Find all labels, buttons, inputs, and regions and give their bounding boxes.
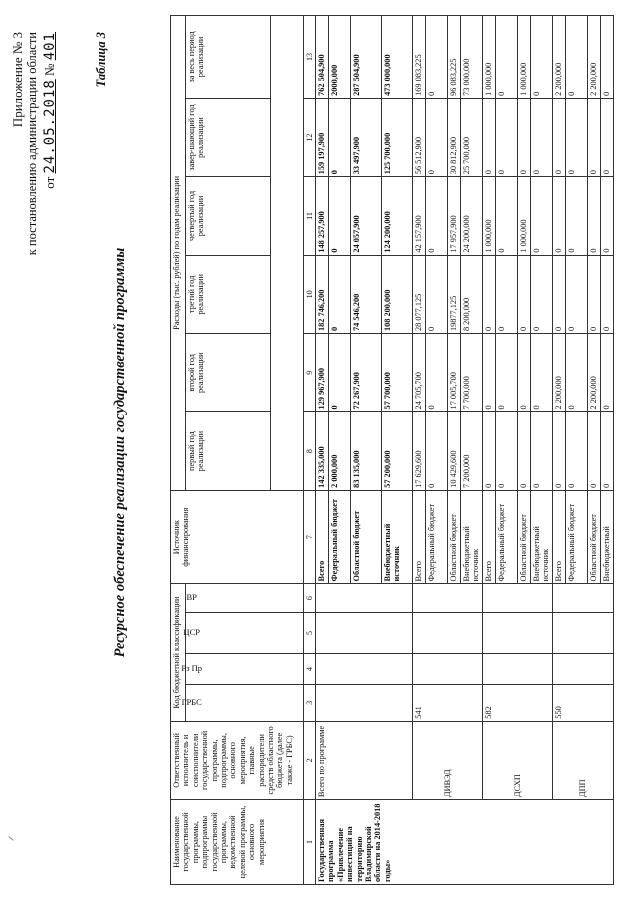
value-cell: 7 700,000 <box>461 334 483 412</box>
csr-cell <box>553 612 614 653</box>
value-cell: 0 <box>496 177 518 255</box>
rzpr-cell <box>553 654 614 684</box>
grbs-cell: 550 <box>553 684 614 721</box>
value-cell: 124 200,000 <box>382 177 413 255</box>
value-cell: 0 <box>531 334 553 412</box>
value-cell: 24 057,900 <box>351 177 382 255</box>
source-cell: Внебюджетный источник <box>382 490 413 584</box>
value-cell: 73 000,000 <box>461 16 483 99</box>
source-cell: Внебюджетный источник <box>531 490 553 584</box>
value-cell: 0 <box>518 255 531 333</box>
value-cell: 2 200,000 <box>588 16 601 99</box>
value-cell: 0 <box>426 412 448 490</box>
value-cell: 0 <box>483 98 496 176</box>
value-cell: 0 <box>496 16 518 99</box>
value-cell: 72 267,900 <box>351 334 382 412</box>
header-year-3: третий год реализации <box>186 255 271 333</box>
value-cell: 0 <box>483 334 496 412</box>
value-cell: 0 <box>601 16 614 99</box>
vr-cell <box>316 584 413 612</box>
value-cell: 169 083,225 <box>413 16 426 99</box>
value-cell: 2 200,000 <box>588 334 601 412</box>
vr-cell <box>483 584 553 612</box>
csr-cell <box>316 612 413 653</box>
value-cell: 2 000,000 <box>329 412 351 490</box>
rzpr-cell <box>316 654 413 684</box>
value-cell: 0 <box>601 255 614 333</box>
source-cell: Областной бюджет <box>448 490 461 584</box>
value-cell: 8 200,000 <box>461 255 483 333</box>
header-expenses: Расходы (тыс. рублей) по годам реализации <box>171 16 186 491</box>
table-label: Таблица 3 <box>94 32 108 88</box>
col-num: 3 <box>304 684 316 721</box>
program-name-cell: Государственная программа «Привлечение инвестиций на территорию Владимирской области на 2014-2018 годы» <box>316 800 614 885</box>
header-budget-code: Код бюджетной классификации <box>171 584 186 721</box>
value-cell: 0 <box>483 255 496 333</box>
value-cell: 108 200,000 <box>382 255 413 333</box>
value-cell: 2 200,000 <box>553 334 566 412</box>
value-cell: 129 967,900 <box>316 334 329 412</box>
csr-cell <box>413 612 483 653</box>
header-year-2: второй год реализации <box>186 334 271 412</box>
value-cell: 0 <box>496 98 518 176</box>
value-cell: 25 700,000 <box>461 98 483 176</box>
value-cell: 0 <box>601 412 614 490</box>
value-cell: 0 <box>329 255 351 333</box>
vr-cell <box>413 584 483 612</box>
header-csr: ЦСР <box>186 612 304 653</box>
value-cell: 1 000,000 <box>518 177 531 255</box>
col-num: 5 <box>304 612 316 653</box>
value-cell: 0 <box>496 334 518 412</box>
col-num: 11 <box>304 177 316 255</box>
value-cell: 0 <box>553 98 566 176</box>
value-cell: 74 546,200 <box>351 255 382 333</box>
col-num: 13 <box>304 16 316 99</box>
col-num: 2 <box>304 721 316 799</box>
col-num: 6 <box>304 584 316 612</box>
rzpr-cell <box>413 654 483 684</box>
value-cell: 56 512,900 <box>413 98 426 176</box>
col-num: 10 <box>304 255 316 333</box>
source-cell: Всего <box>553 490 566 584</box>
value-cell: 0 <box>553 412 566 490</box>
decree-number: 401 <box>42 32 58 61</box>
value-cell: 0 <box>566 98 588 176</box>
date-prefix: от <box>42 176 57 189</box>
col-num: 9 <box>304 334 316 412</box>
value-cell: 0 <box>566 334 588 412</box>
table-row <box>413 16 426 885</box>
value-cell: 0 <box>483 412 496 490</box>
program-total-cell: Всего по программе <box>316 721 413 799</box>
value-cell: 7 200,000 <box>461 412 483 490</box>
header-total: за весь период реализации <box>186 16 271 99</box>
executor-cell: ДПП <box>553 721 614 799</box>
value-cell: 2000,000 <box>329 16 351 99</box>
value-cell: 2 200,000 <box>553 16 566 99</box>
header-year-5: завер-шающий год реализации <box>186 98 271 176</box>
value-cell: 0 <box>531 255 553 333</box>
value-cell: 0 <box>518 334 531 412</box>
value-cell: 57 200,000 <box>382 412 413 490</box>
value-cell: 0 <box>531 177 553 255</box>
value-cell: 0 <box>329 177 351 255</box>
value-cell: 0 <box>518 412 531 490</box>
appendix-block <box>10 32 58 372</box>
document-title: Ресурсное обеспечение реализации государственной программы <box>112 247 128 658</box>
value-cell: 0 <box>426 177 448 255</box>
source-cell: Федеральный бюджет <box>329 490 351 584</box>
grbs-cell: 541 <box>413 684 483 721</box>
value-cell: 0 <box>588 255 601 333</box>
value-cell: 0 <box>553 177 566 255</box>
value-cell: 182 746,200 <box>316 255 329 333</box>
value-cell: 1 000,000 <box>483 16 496 99</box>
value-cell: 0 <box>601 334 614 412</box>
number-sign: № <box>42 63 57 76</box>
source-cell: Всего <box>316 490 329 584</box>
value-cell: 0 <box>588 98 601 176</box>
source-cell: Внебюджетный источник <box>461 490 483 584</box>
header-grbs: ГРБС <box>186 684 304 721</box>
value-cell: 0 <box>588 177 601 255</box>
value-cell: 0 <box>553 255 566 333</box>
header-vr: ВР <box>186 584 304 612</box>
value-cell: 57 700,000 <box>382 334 413 412</box>
value-cell: 0 <box>531 98 553 176</box>
value-cell: 0 <box>601 98 614 176</box>
value-cell: 24 200,000 <box>461 177 483 255</box>
header-rzpr: Рз Пр <box>186 654 304 684</box>
value-cell: 1 000,000 <box>483 177 496 255</box>
column-numbers-row <box>304 16 316 885</box>
source-cell: Областной бюджет <box>351 490 382 584</box>
executor-cell: ДИВЭД <box>413 721 483 799</box>
value-cell: 10 429,600 <box>448 412 461 490</box>
value-cell: 96 083,225 <box>448 16 461 99</box>
rzpr-cell <box>483 654 553 684</box>
source-cell: Федеральный бюджет <box>426 490 448 584</box>
value-cell: 0 <box>329 98 351 176</box>
value-cell: 30 812,900 <box>448 98 461 176</box>
value-cell: 28 077,125 <box>413 255 426 333</box>
header-spacer <box>271 16 304 491</box>
value-cell: 17 957,900 <box>448 177 461 255</box>
decree-line: к постановлению администрации области <box>25 32 39 256</box>
value-cell: 0 <box>588 412 601 490</box>
value-cell: 0 <box>496 412 518 490</box>
value-cell: 473 000,000 <box>382 16 413 99</box>
value-cell: 287 504,900 <box>351 16 382 99</box>
source-cell: Областной бюджет <box>588 490 601 584</box>
value-cell: 142 335,000 <box>316 412 329 490</box>
header-year-1: первый год реализации <box>186 412 271 490</box>
value-cell: 148 257,900 <box>316 177 329 255</box>
source-cell: Внебюджетный <box>601 490 614 584</box>
value-cell: 159 197,900 <box>316 98 329 176</box>
header-executor: Ответственный исполнитель и соисполнители государственной программы, подпрограммы, основного мероприятия, главные распорядители средств областного бюджета (далее также - ГРБС) <box>171 721 304 799</box>
table-row <box>316 16 329 885</box>
value-cell: 0 <box>518 98 531 176</box>
vr-cell <box>553 584 614 612</box>
value-cell: 42 157,900 <box>413 177 426 255</box>
value-cell: 83 135,000 <box>351 412 382 490</box>
header-source: Источник финансирования <box>171 490 304 584</box>
value-cell: 0 <box>426 98 448 176</box>
value-cell: 0 <box>566 255 588 333</box>
value-cell: 0 <box>566 412 588 490</box>
value-cell: 17 629,600 <box>413 412 426 490</box>
value-cell: 0 <box>496 255 518 333</box>
appendix-label: Приложение № 3 <box>10 32 25 128</box>
value-cell: 0 <box>426 255 448 333</box>
csr-cell <box>483 612 553 653</box>
value-cell: 762 504,900 <box>316 16 329 99</box>
grbs-cell: 582 <box>483 684 553 721</box>
value-cell: 0 <box>531 412 553 490</box>
source-cell: Областной бюджет <box>518 490 531 584</box>
value-cell: 19877,125 <box>448 255 461 333</box>
table-row <box>483 16 496 885</box>
col-num: 4 <box>304 654 316 684</box>
value-cell: 17 005,700 <box>448 334 461 412</box>
value-cell: 0 <box>566 16 588 99</box>
col-num: 8 <box>304 412 316 490</box>
source-cell: Федеральный бюджет <box>496 490 518 584</box>
header-year-4: четвертый год реализации <box>186 177 271 255</box>
resource-table <box>170 15 614 885</box>
value-cell: 0 <box>531 16 553 99</box>
value-cell: 125 700,000 <box>382 98 413 176</box>
decree-date-line <box>42 32 58 372</box>
value-cell: 1 000,000 <box>518 16 531 99</box>
value-cell: 0 <box>601 177 614 255</box>
col-num: 7 <box>304 490 316 584</box>
col-num: 12 <box>304 98 316 176</box>
decree-date: 24.05.2018 <box>42 79 58 174</box>
value-cell: 0 <box>426 334 448 412</box>
source-cell: Федеральный бюджет <box>566 490 588 584</box>
value-cell: 0 <box>426 16 448 99</box>
col-num: 1 <box>304 800 316 885</box>
value-cell: 33 497,900 <box>351 98 382 176</box>
value-cell: 0 <box>329 334 351 412</box>
grbs-cell <box>316 684 413 721</box>
source-cell: Всего <box>413 490 426 584</box>
executor-cell: ДСХП <box>483 721 553 799</box>
table-row <box>553 16 566 885</box>
source-cell: Всего <box>483 490 496 584</box>
value-cell: 24 705,700 <box>413 334 426 412</box>
header-program-name: Наименование государственной программы, подпрограммы государственной программы, ведомственной целевой программы, основного мероприятия <box>171 800 304 885</box>
value-cell: 0 <box>566 177 588 255</box>
